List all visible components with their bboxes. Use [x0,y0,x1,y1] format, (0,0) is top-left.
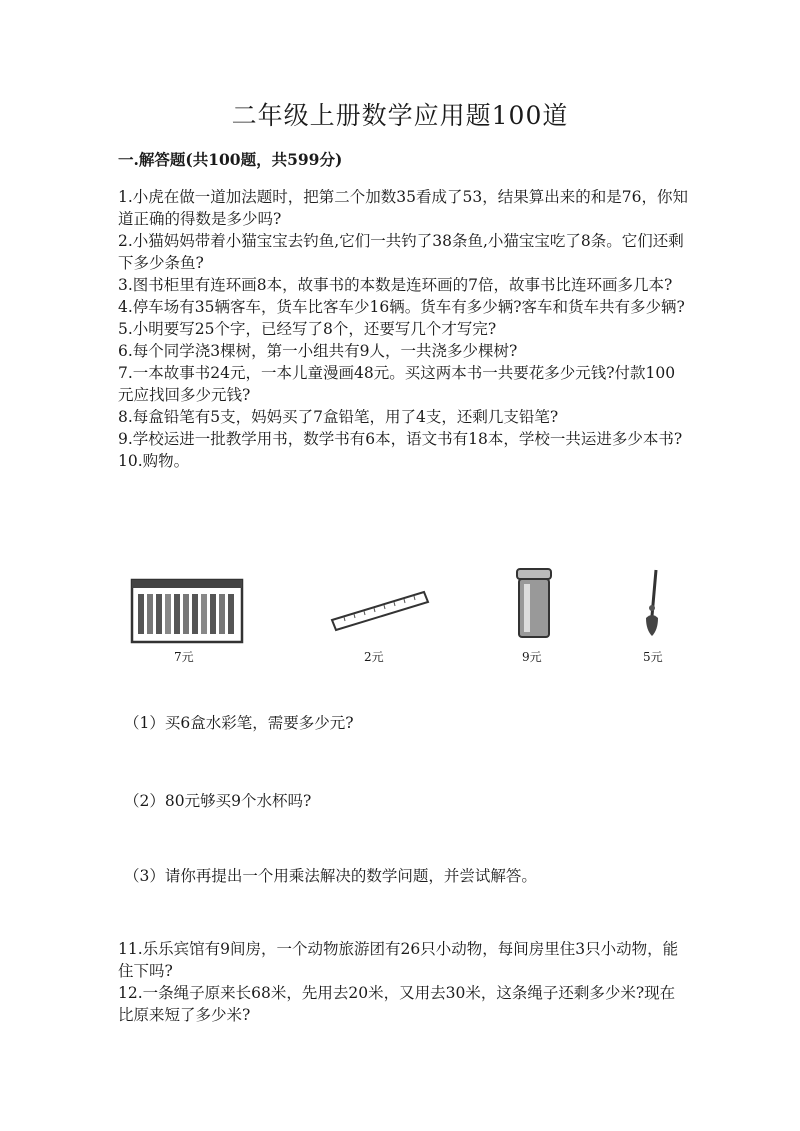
price-cup: 9元 [522,650,542,664]
question-12: 12.一条绳子原来长68米，先用去20米，又用去30米，这条绳子还剩多少米?现在比原来短了多少米? [118,984,676,1024]
page-title: 二年级上册数学应用题100道 [231,101,569,130]
ruler-icon [330,588,430,632]
question-list-2 [118,938,688,1026]
question-8: 8.每盒铅笔有5支，妈妈买了7盒铅笔，用了4支，还剩几支铅笔? [118,408,559,426]
price-brush: 5元 [643,650,663,664]
subquestion-3: （3）请你再提出一个用乘法解决的数学问题，并尝试解答。 [124,867,537,885]
section-heading: 一.解答题(共100题，共599分) [118,150,343,169]
subquestion-2: （2）80元够买9个水杯吗? [124,792,312,810]
question-list [118,186,688,472]
cup-icon [514,566,554,640]
question-4: 4.停车场有35辆客车，货车比客车少16辆。货车有多少辆?客车和货车共有多少辆? [118,298,685,316]
question-5: 5.小明要写25个字，已经写了8个，还要写几个才写完? [118,320,497,338]
item-ruler [330,588,430,636]
question-1: 1.小虎在做一道加法题时，把第二个加数35看成了53，结果算出来的和是76，你知道正确的得数是多少吗? [118,188,688,228]
question-11: 11.乐乐宾馆有9间房，一个动物旅游团有26只小动物，每间房里住3只小动物，能住下吗? [118,940,679,980]
question-6: 6.每个同学浇3棵树，第一小组共有9人，一共浇多少棵树? [118,342,518,360]
subquestion-1: （1）买6盒水彩笔，需要多少元? [124,714,354,732]
item-cup [514,566,554,644]
crayon-box-icon [130,578,244,644]
price-crayon-box: 7元 [174,650,194,664]
brush-icon [640,568,664,638]
question-3: 3.图书柜里有连环画8本，故事书的本数是连环画的7倍，故事书比连环画多几本? [118,276,673,294]
question-10: 10.购物。 [118,452,190,470]
item-crayon-box [130,578,244,648]
question-7: 7.一本故事书24元，一本儿童漫画48元。买这两本书一共要花多少元钱?付款100元应找回多少元钱? [118,364,676,404]
item-brush [640,568,664,642]
question-2: 2.小猫妈妈带着小猫宝宝去钓鱼,它们一共钓了38条鱼,小猫宝宝吃了8条。它们还剩下多少条鱼? [118,232,684,272]
price-ruler: 2元 [364,650,384,664]
question-9: 9.学校运进一批教学用书，数学书有6本，语文书有18本，学校一共运进多少本书? [118,430,683,448]
shopping-items [118,562,678,672]
